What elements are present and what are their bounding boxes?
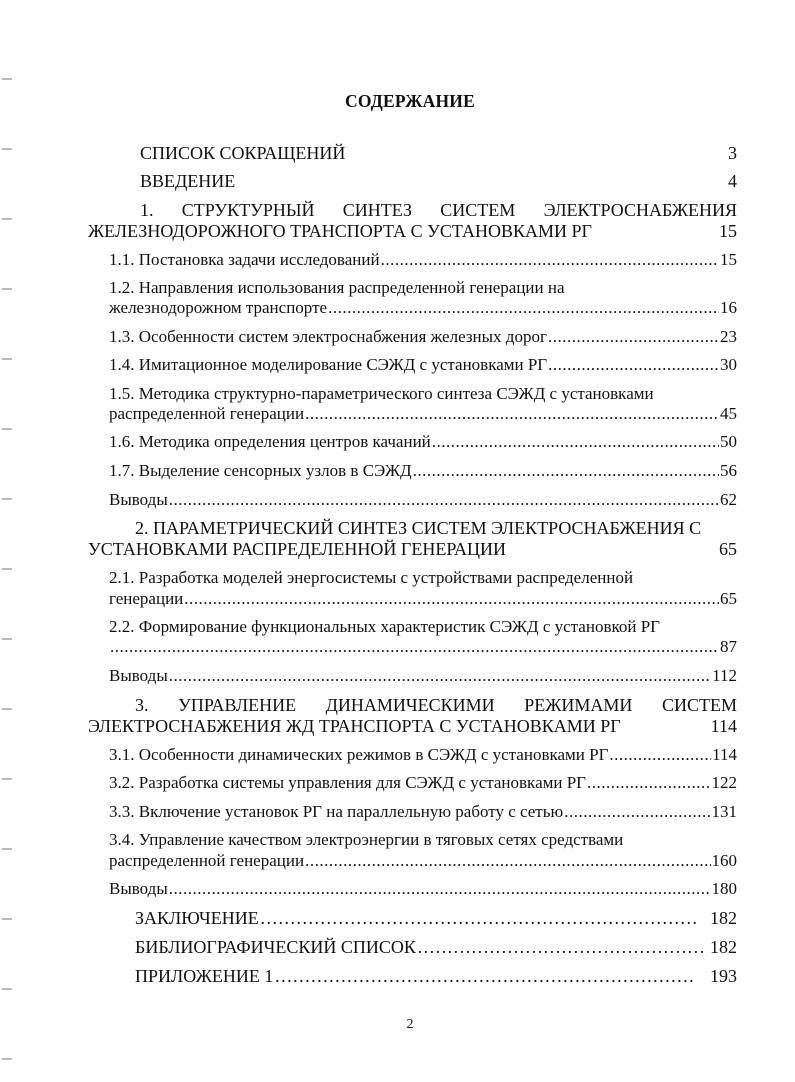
toc-entry-label: 1.1. Постановка задачи исследований bbox=[109, 250, 380, 269]
toc-entry-page: 180 bbox=[711, 879, 737, 898]
toc-leader-dots bbox=[413, 461, 719, 481]
toc-entry-label: 1.4. Имитационное моделирование СЭЖД с установками РГ bbox=[109, 355, 548, 374]
toc-section-2-1-line2[interactable] bbox=[109, 589, 737, 609]
toc-entry-label: генерации bbox=[109, 589, 184, 608]
toc-entry-page: 87 bbox=[720, 637, 737, 656]
toc-entry-page: 56 bbox=[720, 461, 737, 480]
toc-entry-label: 3.2. Разработка системы управления для СЭЖД с установками РГ bbox=[109, 773, 586, 792]
toc-entry-page: 50 bbox=[720, 432, 737, 451]
toc-entry-page: 160 bbox=[711, 851, 737, 870]
toc-leader-dots bbox=[381, 250, 719, 270]
toc-leader-dots bbox=[110, 637, 719, 657]
toc-word: ДИНАМИЧЕСКИМИ bbox=[325, 695, 495, 715]
toc-word: СИНТЕЗ bbox=[342, 200, 413, 220]
toc-word: СИСТЕМ bbox=[661, 695, 737, 715]
toc-entry-page: 114 bbox=[710, 716, 737, 736]
toc-entry-bibliography[interactable] bbox=[135, 937, 737, 957]
toc-entry-label: Выводы bbox=[109, 879, 168, 898]
toc-word: УПРАВЛЕНИЕ bbox=[178, 695, 297, 715]
toc-entry-page: 4 bbox=[728, 171, 737, 191]
toc-entry-label: 3.3. Включение установок РГ на параллельную работу с сетью bbox=[109, 802, 564, 821]
toc-section-1-4[interactable] bbox=[109, 355, 737, 375]
toc-entry-label: ЖЕЛЕЗНОДОРОЖНОГО ТРАНСПОРТА С УСТАНОВКАМИ РГ bbox=[88, 221, 592, 241]
toc-entry-page: 3 bbox=[728, 143, 737, 163]
toc-leader-dots bbox=[548, 355, 719, 375]
toc-entry-page: 65 bbox=[720, 589, 737, 608]
toc-conclusions-1[interactable] bbox=[109, 490, 737, 510]
toc-entry-label: 1.7. Выделение сенсорных узлов в СЭЖД bbox=[109, 461, 412, 480]
toc-leader-dots bbox=[184, 589, 719, 609]
toc-section-1-2-line2[interactable] bbox=[109, 298, 737, 318]
toc-entry-label: ПРИЛОЖЕНИЕ 1 bbox=[135, 966, 274, 986]
toc-entry-label: железнодорожном транспорте bbox=[109, 298, 328, 317]
toc-section-1-7[interactable] bbox=[109, 461, 737, 481]
toc-leader-dots bbox=[169, 879, 711, 899]
toc-chapter-2-line2[interactable] bbox=[88, 539, 737, 559]
toc-section-1-5-line2[interactable] bbox=[109, 404, 737, 424]
toc-leader-dots bbox=[328, 298, 719, 318]
toc-entry-page: 15 bbox=[719, 221, 737, 241]
toc-chapter-2-line1[interactable]: 2. ПАРАМЕТРИЧЕСКИЙ СИНТЕЗ СИСТЕМ ЭЛЕКТРОСНАБЖЕНИЯ С bbox=[135, 518, 702, 538]
toc-leader-dots bbox=[564, 802, 710, 822]
toc-entry-page: 16 bbox=[720, 298, 737, 317]
toc-section-2-1-line1[interactable]: 2.1. Разработка моделей энергосистемы с устройствами распределенной bbox=[109, 568, 634, 587]
toc-entry-label: ЗАКЛЮЧЕНИЕ bbox=[135, 908, 259, 928]
toc-entry-conclusion[interactable] bbox=[135, 908, 737, 928]
toc-entry-introduction[interactable] bbox=[140, 171, 737, 191]
toc-entry-label: 3.1. Особенности динамических режимов в СЭЖД с установками РГ bbox=[109, 745, 609, 764]
toc-leader-dots bbox=[260, 908, 699, 928]
toc-entry-label: 1.3. Особенности систем электроснабжения железных дорог bbox=[109, 327, 547, 346]
toc-section-1-6[interactable] bbox=[109, 432, 737, 452]
toc-word: ЭЛЕКТРОСНАБЖЕНИЯ bbox=[543, 200, 737, 220]
toc-leader-dots bbox=[305, 404, 719, 424]
toc-entry-page: 45 bbox=[720, 404, 737, 423]
toc-section-3-4-line1[interactable]: 3.4. Управление качеством электроэнергии в тяговых сетях средствами bbox=[109, 830, 624, 849]
toc-entry-appendix-1[interactable] bbox=[135, 966, 737, 986]
toc-entry-page: 23 bbox=[720, 327, 737, 346]
toc-section-3-3[interactable] bbox=[109, 802, 737, 822]
toc-entry-page: 112 bbox=[712, 666, 737, 685]
toc-entry-page: 30 bbox=[720, 355, 737, 374]
toc-entry-label: БИБЛИОГРАФИЧЕСКИЙ СПИСОК bbox=[135, 937, 416, 957]
toc-entry-page: 182 bbox=[710, 937, 737, 957]
toc-word: 1. bbox=[140, 200, 154, 220]
toc-section-1-3[interactable] bbox=[109, 327, 737, 347]
toc-entry-label: СПИСОК СОКРАЩЕНИЙ bbox=[140, 143, 346, 163]
toc-word: 3. bbox=[135, 695, 149, 715]
toc-section-1-5-line1[interactable]: 1.5. Методика структурно-параметрического синтеза СЭЖД с установками bbox=[109, 384, 654, 403]
toc-entry-label: распределенной генерации bbox=[109, 851, 305, 870]
toc-section-2-2-line1[interactable]: 2.2. Формирование функциональных характеристик СЭЖД с установкой РГ bbox=[109, 617, 661, 636]
toc-section-1-2-line1[interactable]: 1.2. Направления использования распределенной генерации на bbox=[109, 278, 565, 297]
toc-chapter-3-line1[interactable] bbox=[135, 695, 737, 715]
toc-leader-dots bbox=[274, 966, 695, 986]
toc-entry-page: 193 bbox=[710, 966, 737, 986]
toc-entry-abbreviations[interactable] bbox=[140, 143, 737, 163]
toc-leader-dots bbox=[305, 851, 710, 871]
toc-entry-label: распределенной генерации bbox=[109, 404, 305, 423]
toc-word: СТРУКТУРНЫЙ bbox=[181, 200, 315, 220]
page-title: СОДЕРЖАНИЕ bbox=[344, 91, 475, 111]
toc-section-3-4-line2[interactable] bbox=[109, 851, 737, 871]
toc-section-2-2-line2[interactable] bbox=[109, 637, 737, 657]
toc-conclusions-2[interactable] bbox=[109, 666, 737, 686]
toc-entry-page: 15 bbox=[720, 250, 737, 269]
toc-leader-dots bbox=[169, 490, 719, 510]
toc-chapter-1-line1[interactable] bbox=[140, 200, 737, 220]
toc-leader-dots bbox=[417, 937, 705, 957]
toc-leader-dots bbox=[548, 327, 719, 347]
toc-entry-page: 65 bbox=[719, 539, 737, 559]
toc-conclusions-3[interactable] bbox=[109, 879, 737, 899]
scan-margin-artifacts bbox=[2, 40, 12, 1070]
toc-entry-page: 182 bbox=[710, 908, 737, 928]
toc-section-3-1[interactable] bbox=[109, 745, 737, 765]
toc-entry-page: 62 bbox=[720, 490, 737, 509]
toc-entry-page: 131 bbox=[711, 802, 737, 821]
toc-section-1-1[interactable] bbox=[109, 250, 737, 270]
toc-entry-label: 1.6. Методика определения центров качаний bbox=[109, 432, 431, 451]
page-number: 2 bbox=[406, 1017, 414, 1032]
toc-section-3-2[interactable] bbox=[109, 773, 737, 793]
toc-entry-label: Выводы bbox=[109, 490, 168, 509]
toc-leader-dots bbox=[432, 432, 719, 452]
toc-leader-dots bbox=[587, 773, 711, 793]
toc-chapter-1-line2[interactable] bbox=[88, 221, 737, 241]
toc-word: СИСТЕМ bbox=[440, 200, 516, 220]
toc-word: РЕЖИМАМИ bbox=[524, 695, 633, 715]
toc-entry-page: 114 bbox=[712, 745, 737, 764]
toc-leader-dots bbox=[609, 745, 711, 765]
toc-entry-label: Выводы bbox=[109, 666, 168, 685]
toc-entry-page: 122 bbox=[711, 773, 737, 792]
toc-chapter-3-line2[interactable] bbox=[88, 716, 737, 736]
toc-entry-label: УСТАНОВКАМИ РАСПРЕДЕЛЕННОЙ ГЕНЕРАЦИИ bbox=[88, 539, 507, 559]
toc-entry-label: ВВЕДЕНИЕ bbox=[140, 171, 236, 191]
toc-entry-label: ЭЛЕКТРОСНАБЖЕНИЯ ЖД ТРАНСПОРТА С УСТАНОВКАМИ РГ bbox=[88, 716, 621, 736]
toc-leader-dots bbox=[169, 666, 711, 686]
